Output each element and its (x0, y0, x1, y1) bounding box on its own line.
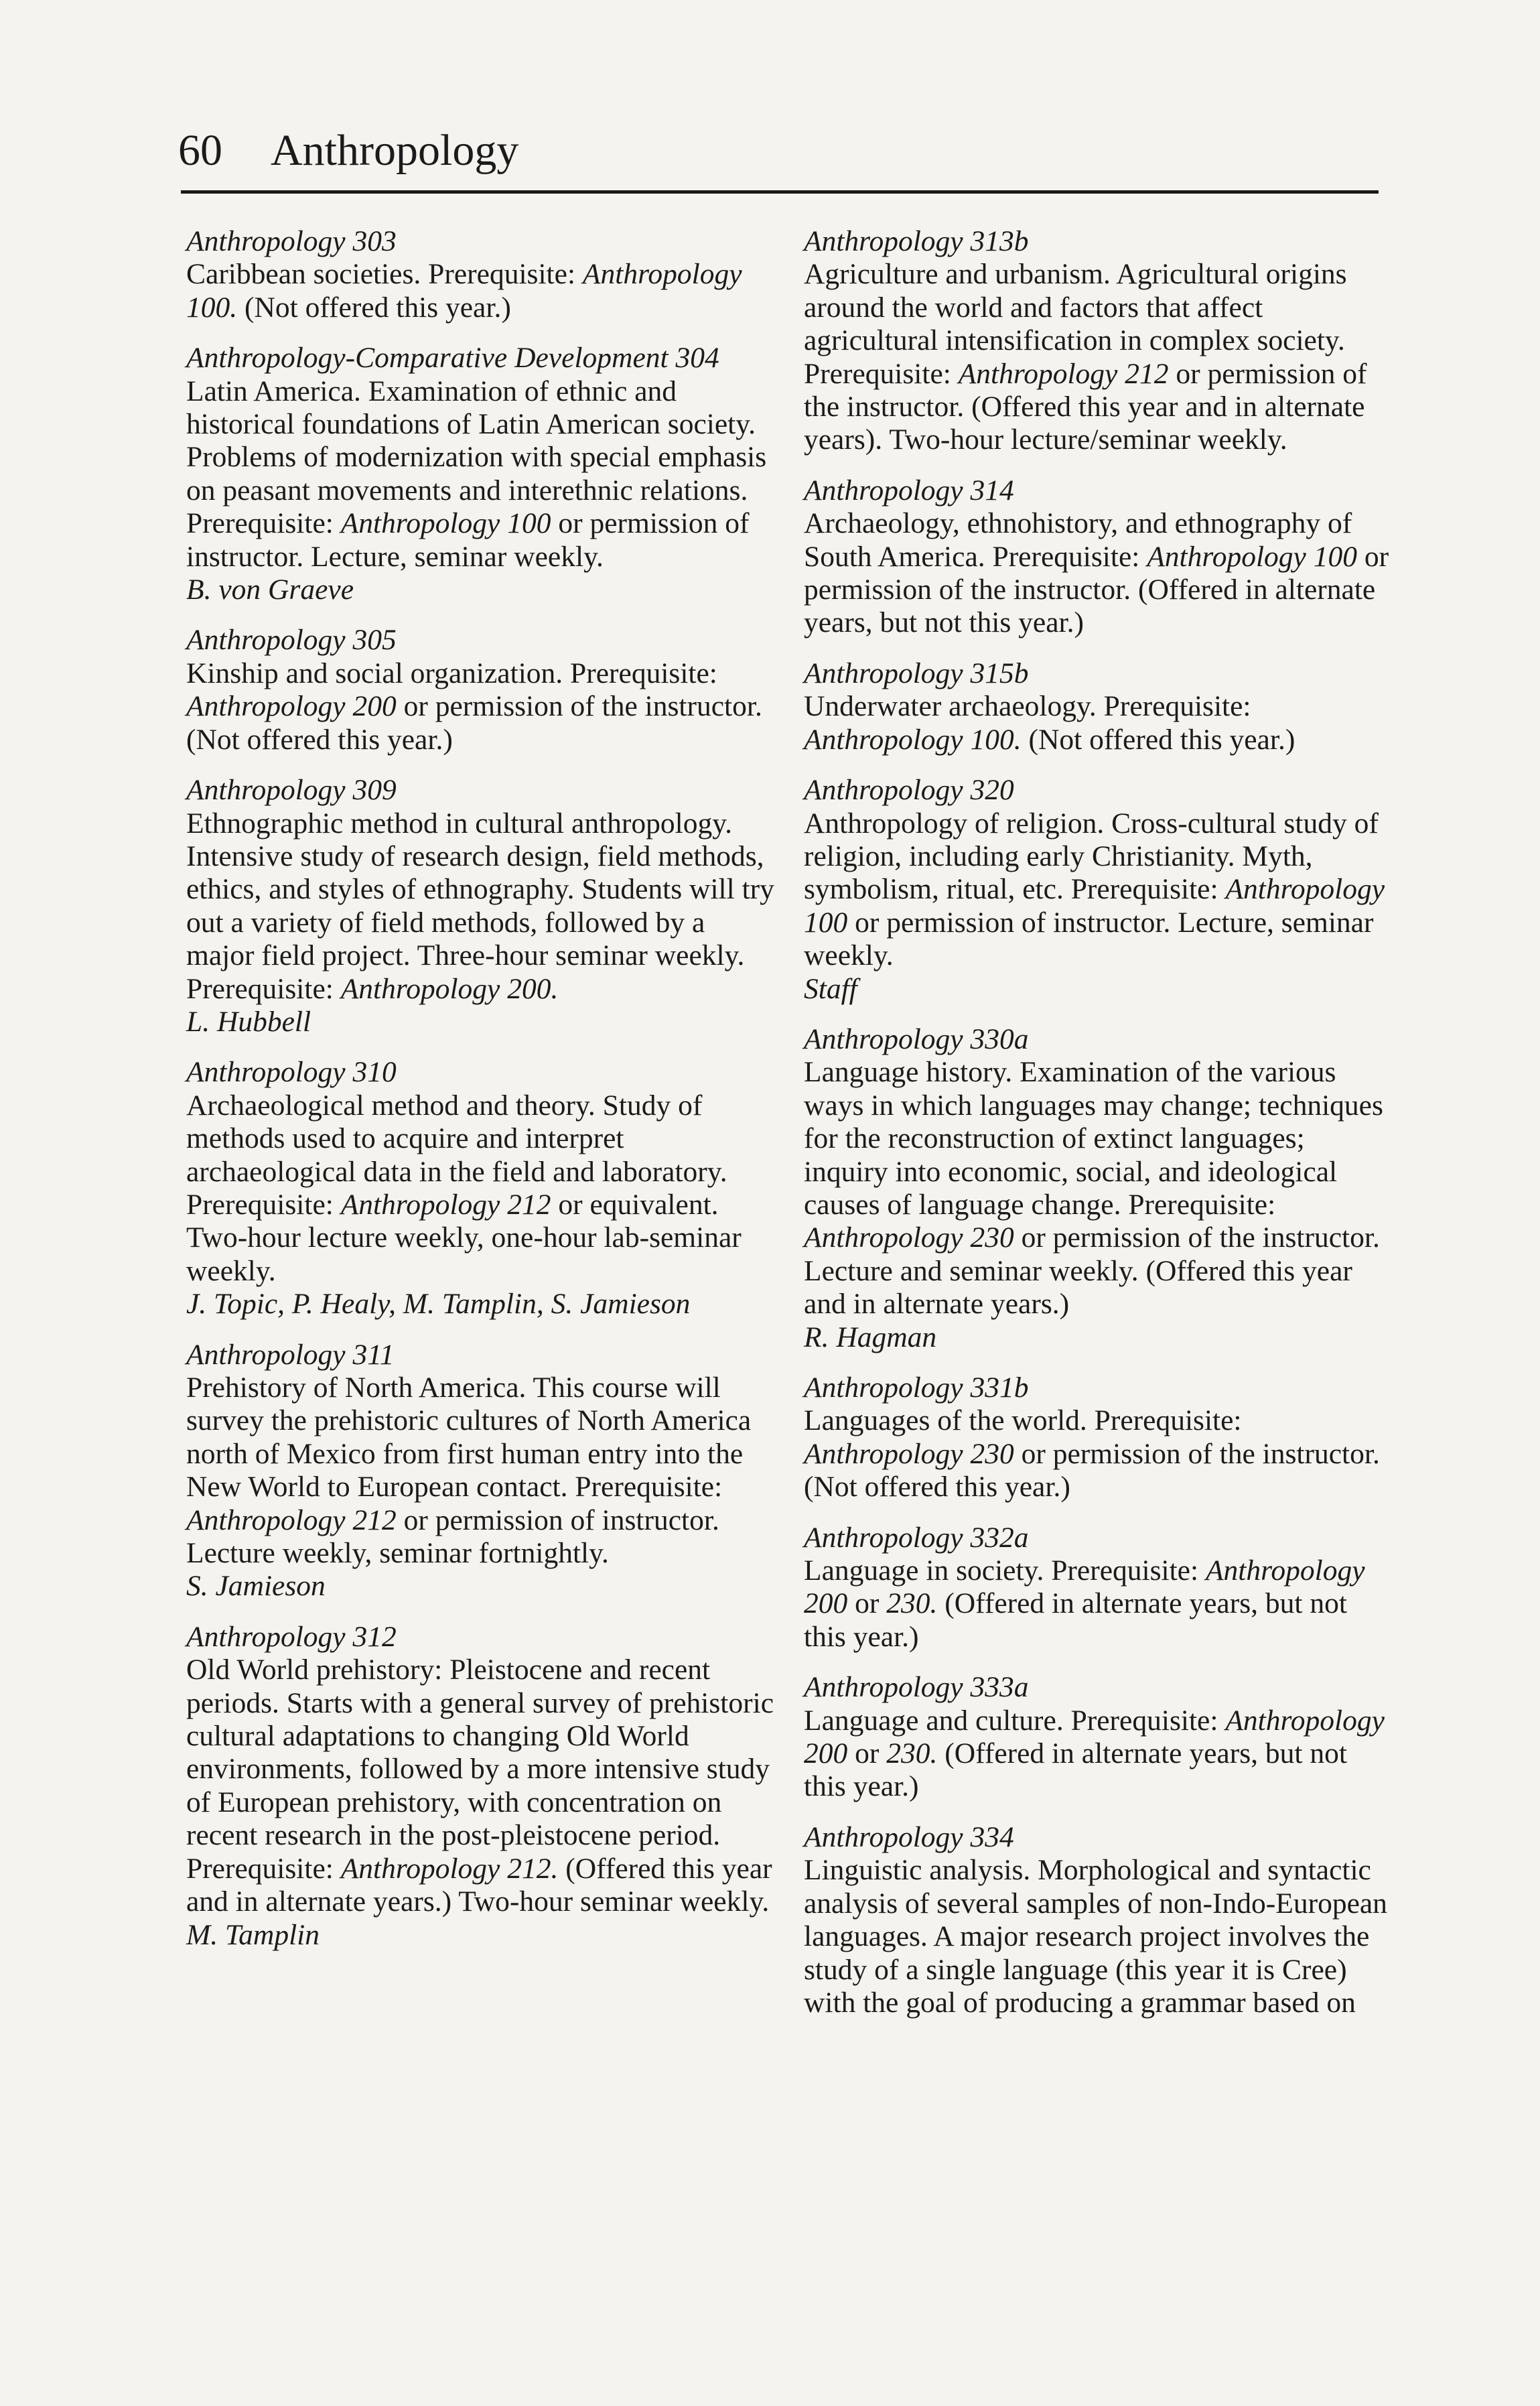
course-description (804, 1404, 1393, 1503)
course-instructor: L. Hubbell (186, 1005, 311, 1038)
description-text: or (847, 1737, 887, 1770)
course-entry (186, 624, 776, 756)
course-reference: Anthropology 212. (340, 1852, 559, 1885)
description-text: Latin America. Examination of ethnic and historical foundations of Latin American society. Problems of modernization with special emphasis on peasant movements and interethnic relations. Prerequisite: (186, 375, 767, 540)
course-entry (186, 342, 776, 606)
course-title: Anthropology 331b (804, 1372, 1029, 1404)
description-text: or (847, 1587, 887, 1620)
description-text: Languages of the world. Prerequisite: (804, 1404, 1242, 1437)
course-title: Anthropology 303 (186, 225, 397, 257)
course-title: Anthropology 334 (804, 1820, 1014, 1853)
course-description (186, 657, 776, 756)
description-text: Language and culture. Prerequisite: (804, 1704, 1226, 1737)
course-entry (804, 1372, 1393, 1504)
course-reference: Anthropology 100 (1147, 540, 1357, 573)
description-text: or permission of instructor. Lecture weekly, seminar fortnightly. (186, 1503, 719, 1570)
course-description (804, 807, 1393, 973)
course-entry (804, 1671, 1393, 1804)
course-title: Anthropology 314 (804, 474, 1014, 507)
description-text: (Not offered this year.) (1021, 723, 1296, 756)
course-description (804, 1705, 1393, 1804)
course-title: Anthropology 311 (186, 1338, 395, 1371)
course-reference: Anthropology 212 (186, 1503, 397, 1536)
description-text: or permission of the instructor. (Not offered this year.) (186, 690, 762, 756)
course-title: Anthropology 305 (186, 624, 397, 657)
course-entry (804, 474, 1393, 640)
course-entry (804, 774, 1393, 1006)
course-instructor: J. Topic, P. Healy, M. Tamplin, S. Jamieson (186, 1288, 691, 1321)
course-entry (804, 657, 1393, 756)
section-title: Anthropology (271, 126, 519, 175)
course-description (804, 1554, 1393, 1654)
course-description (186, 1372, 776, 1570)
course-reference: Anthropology 100 (804, 873, 1385, 939)
course-description (186, 1654, 776, 1918)
course-description (804, 1056, 1393, 1321)
course-entry (186, 774, 776, 1039)
description-text: or permission of the instructor. (Offered this year and in alternate years). Two-hour lecture/seminar weekly. (804, 357, 1367, 456)
course-entry (186, 1339, 776, 1603)
course-description (186, 1089, 776, 1288)
course-entry (186, 1056, 776, 1321)
description-text: Agriculture and urbanism. Agricultural origins around the world and factors that affect agricultural intensification in complex society. Prerequisite: (804, 258, 1347, 390)
course-instructor: S. Jamieson (186, 1570, 326, 1603)
course-reference: Anthropology 100 (340, 507, 551, 540)
description-text: Language in society. Prerequisite: (804, 1554, 1206, 1587)
course-reference: 230. (886, 1587, 938, 1620)
course-reference: Anthropology 230 (804, 1437, 1014, 1470)
description-text: Kinship and social organization. Prerequisite: (186, 657, 717, 689)
course-instructor: R. Hagman (804, 1321, 937, 1353)
description-text: or permission of instructor. Lecture, seminar weekly. (804, 906, 1374, 972)
description-text: Archaeology, ethnohistory, and ethnography of South America. Prerequisite: (804, 507, 1352, 573)
description-text: Archaeological method and theory. Study of methods used to acquire and interpret archaeological data in the field and laboratory. Prerequisite: (186, 1089, 727, 1221)
course-description (186, 807, 776, 1006)
description-text: Anthropology of religion. Cross-cultural study of religion, including early Christianity. Myth, symbolism, ritual, etc. Prerequisite: (804, 807, 1379, 906)
description-text: Linguistic analysis. Morphological and syntactic analysis of several samples of non-Indo-European languages. A major research project involves the study of a single language (this year it is Cree) with the goal of producing a grammar based on (804, 1854, 1387, 2019)
course-title: Anthropology 312 (186, 1620, 397, 1653)
course-reference: Anthropology 212 (340, 1188, 551, 1221)
description-text: or permission of the instructor. (Not offered this year.) (804, 1437, 1380, 1503)
course-reference: Anthropology 200 (804, 1554, 1365, 1620)
course-title: Anthropology 320 (804, 774, 1014, 807)
description-text: Ethnographic method in cultural anthropology. Intensive study of research design, field methods, ethics, and styles of ethnography. Students will try out a variety of field methods, followed by a major field project. Three-hour seminar weekly. Prerequisite: (186, 807, 774, 1005)
course-description (804, 1854, 1393, 2019)
course-title: Anthropology 309 (186, 774, 397, 807)
course-entry (804, 1821, 1393, 2019)
course-title: Anthropology 313b (804, 225, 1029, 257)
description-text: Caribbean societies. Prerequisite: (186, 258, 583, 291)
description-text: (Offered in alternate years, but not this year.) (804, 1587, 1347, 1653)
description-text: Old World prehistory: Pleistocene and recent periods. Starts with a general survey of prehistoric cultural adaptations to changing Old World environments, followed by a more intensive study of European prehistory, with concentration on recent research in the post-pleistocene period. Prerequisite: (186, 1654, 774, 1885)
description-text: Prehistory of North America. This course will survey the prehistoric cultures of North America north of Mexico from first human entry into the New World to European contact. Prerequisite: (186, 1372, 752, 1503)
right-column (804, 225, 1393, 2037)
course-entry (804, 1522, 1393, 1654)
course-entry (804, 225, 1393, 457)
description-text: Language history. Examination of the various ways in which languages may change; techniques for the reconstruction of extinct languages; inquiry into economic, social, and ideological causes of language change. Prerequisite: (804, 1056, 1383, 1221)
course-description (186, 375, 776, 574)
course-title: Anthropology 330a (804, 1022, 1029, 1055)
course-title: Anthropology 310 (186, 1056, 397, 1089)
course-reference: Anthropology 212 (958, 357, 1169, 390)
course-description (804, 507, 1393, 640)
course-instructor: M. Tamplin (186, 1918, 320, 1951)
left-column (186, 225, 776, 1969)
description-text: or permission of the instructor. (Offered in alternate years, but not this year.) (804, 540, 1389, 639)
course-title: Anthropology 315b (804, 657, 1029, 689)
description-text: (Offered in alternate years, but not this year.) (804, 1737, 1347, 1803)
page-number: 60 (178, 126, 222, 175)
course-description (804, 690, 1393, 756)
description-text: (Offered this year and in alternate years.) Two-hour seminar weekly. (186, 1852, 772, 1918)
description-text: or equivalent. Two-hour lecture weekly, one-hour lab-seminar weekly. (186, 1188, 742, 1287)
course-reference: Anthropology 230 (804, 1221, 1014, 1254)
description-text: or permission of instructor. Lecture, seminar weekly. (186, 507, 750, 573)
course-reference: 230. (886, 1737, 938, 1770)
course-reference: Anthropology 200 (186, 690, 397, 723)
course-reference: Anthropology 200 (804, 1704, 1385, 1770)
course-title: Anthropology 332a (804, 1521, 1029, 1554)
course-description (804, 258, 1393, 456)
course-reference: Anthropology 100. (804, 723, 1022, 756)
header-rule (181, 190, 1379, 194)
description-text: (Not offered this year.) (237, 291, 511, 324)
course-title: Anthropology-Comparative Development 304 (186, 342, 719, 375)
course-title: Anthropology 333a (804, 1671, 1029, 1704)
course-reference: Anthropology 200. (340, 972, 559, 1005)
course-instructor: B. von Graeve (186, 574, 354, 606)
course-description (186, 258, 776, 324)
course-entry (804, 1023, 1393, 1354)
course-entry (186, 225, 776, 324)
description-text: or permission of the instructor. Lecture and seminar weekly. (Offered this year and in alternate years.) (804, 1221, 1380, 1321)
course-entry (186, 1621, 776, 1952)
description-text: Underwater archaeology. Prerequisite: (804, 690, 1251, 723)
course-reference: Anthropology 100. (186, 258, 742, 324)
page-header (178, 124, 518, 178)
course-instructor: Staff (804, 972, 857, 1005)
